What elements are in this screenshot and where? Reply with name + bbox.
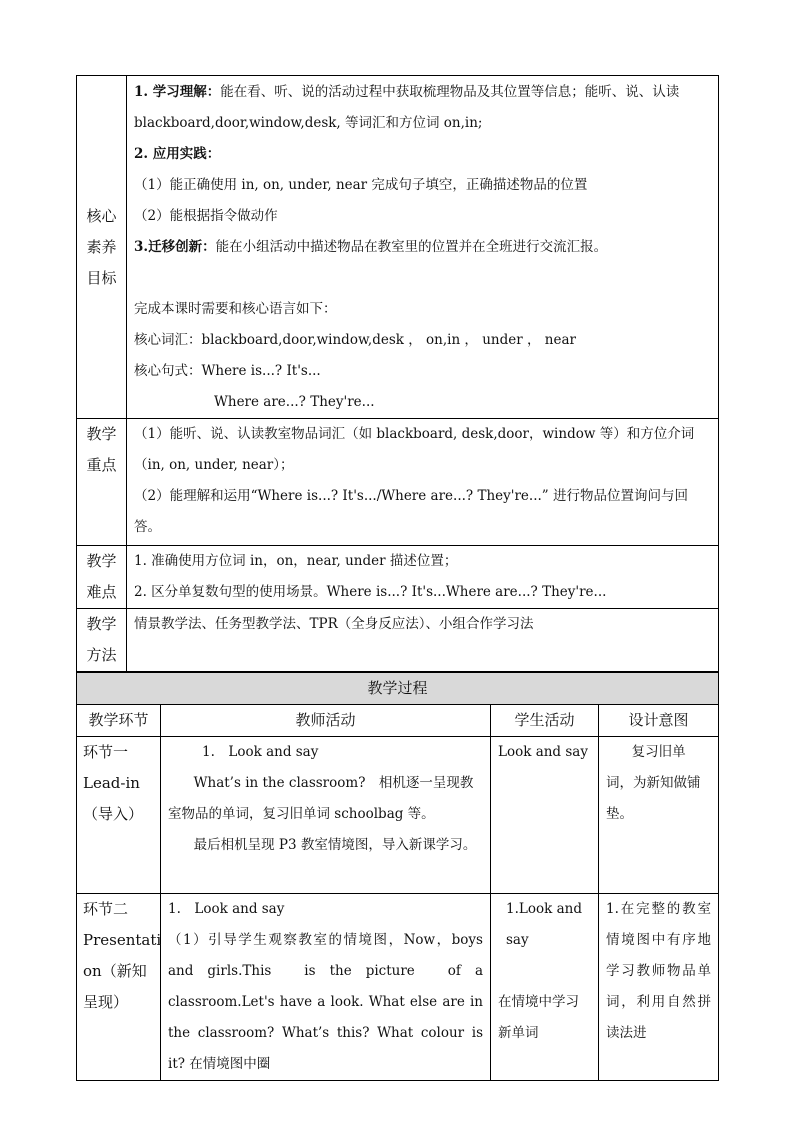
process-header-row (77, 705, 719, 737)
stage-cell: 环节二 Presentati on（新知 呈现） (77, 894, 161, 1081)
goals-row (77, 76, 719, 419)
process-table (76, 672, 719, 1081)
intent-cell: 1.在完整的教室情境图中有序地学习教师物品单词，利用自然拼读法进 (599, 894, 719, 1081)
goal-practice: 2. 应用实践： (134, 146, 221, 162)
table-row (77, 894, 719, 1081)
goals-label: 核心 素养 目标 (77, 76, 127, 419)
objectives-table (76, 75, 719, 672)
header-student: 学生活动 (491, 705, 599, 737)
difficulty-content: 1. 准确使用方位词 in，on，near, under 描述位置； 2. 区分单复数句型的使用场景。Where is...? It's...Where are...? They're... (127, 546, 719, 609)
goal-practice-1: （1）能正确使用 in, on, under, near 完成句子填空，正确描述物品的位置 (134, 177, 588, 193)
difficulty-row (77, 546, 719, 609)
goal-innovation: 3.迁移创新：能在小组活动中描述物品在教室里的位置并在全班进行交流汇报。 (134, 239, 608, 255)
difficulty-label: 教学 难点 (77, 546, 127, 609)
teacher-cell: 1. Look and say What’s in the classroom? 相机逐一呈现教室物品的单词，复习旧单词 schoolbag 等。 最后相机呈现 P3 教室情境图，导入新课学习。 (161, 737, 491, 894)
method-label: 教学 方法 (77, 609, 127, 672)
goal-practice-2: （2）能根据指令做动作 (134, 208, 278, 224)
key-points-label: 教学 重点 (77, 419, 127, 546)
stage-cell: 环节一 Lead-in （导入） (77, 737, 161, 894)
table-row (77, 737, 719, 894)
teacher-cell: 1. Look and say （1）引导学生观察教室的情境图，Now，boys and girls.This is the picture of a classroom.Let's have a look. What else are in the classroom? What’s this? What colour is it? 在情境图中圈 (161, 894, 491, 1081)
goal-understanding: 1. 学习理解：能在看、听、说的活动过程中获取梳理物品及其位置等信息；能听、说、认读 blackboard,door,window,desk, 等词汇和方位词 on,in; (134, 84, 680, 131)
header-stage: 教学环节 (77, 705, 161, 737)
key-points-row (77, 419, 719, 546)
intent-cell: 复习旧单词，为新知做铺垫。 (599, 737, 719, 894)
process-title: 教学过程 (77, 673, 719, 705)
core-sentence-1: 核心句式：Where is...? It's... (134, 363, 321, 379)
method-content: 情景教学法、任务型教学法、TPR（全身反应法）、小组合作学习法 (127, 609, 719, 672)
goals-content (127, 76, 719, 419)
core-language-intro: 完成本课时需要和核心语言如下： (134, 301, 337, 317)
core-vocabulary: 核心词汇：blackboard,door,window,desk ， on,in ， under ， near (134, 332, 576, 348)
student-cell: Look and say (491, 737, 599, 894)
key-points-content: （1）能听、说、认读教室物品词汇（如 blackboard, desk,door，window 等）和方位介词（in, on, under, near）； （2）能理解和运用“Where is...? It's.../Where are...? They're...” 进行物品位置询问与回答。 (127, 419, 719, 546)
header-intent: 设计意图 (599, 705, 719, 737)
student-cell: 1.Look and say 在情境中学习新单词 (491, 894, 599, 1081)
method-row (77, 609, 719, 672)
header-teacher: 教师活动 (161, 705, 491, 737)
core-sentence-2: Where are...? They're... (214, 394, 375, 410)
